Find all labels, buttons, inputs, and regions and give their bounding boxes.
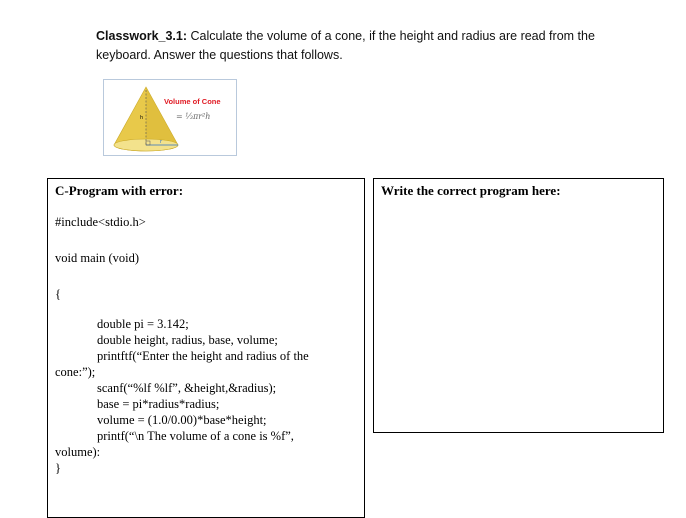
task-instructions	[96, 27, 596, 65]
cone-figure	[103, 79, 237, 156]
code-line-9: volume):	[55, 445, 101, 459]
error-program-panel	[47, 178, 365, 518]
code-line-2: double height, radius, base, volume;	[97, 333, 278, 347]
code-line-3: printftf(“Enter the height and radius of the	[97, 349, 309, 363]
answer-panel[interactable]	[373, 178, 664, 433]
cone-diagram-icon	[111, 84, 181, 154]
code-open-brace: {	[55, 287, 61, 301]
code-line-8: printf(“\n The volume of a cone is %f”,	[97, 429, 294, 443]
figure-title: Volume of Cone	[164, 97, 221, 106]
code-main: void main (void)	[55, 251, 140, 265]
code-include: #include<stdio.h>	[55, 215, 146, 229]
error-program-title: C-Program with error:	[55, 183, 184, 198]
figure-formula: = ⅓πr²h	[176, 112, 211, 121]
height-label: h	[140, 115, 144, 121]
task-text: Calculate the volume of a cone, if the height and radius are read from the keyboard. Answer the questions that follows.	[96, 29, 595, 62]
code-line-5: scanf(“%lf %lf”, &height,&radius);	[97, 381, 277, 395]
code-line-7: volume = (1.0/0.00)*base*height;	[97, 413, 267, 427]
code-line-1: double pi = 3.142;	[97, 317, 189, 331]
radius-label: r	[160, 139, 163, 145]
code-close-brace: }	[55, 461, 61, 475]
task-label: Classwork_3.1:	[96, 29, 188, 43]
answer-panel-title: Write the correct program here:	[381, 183, 561, 198]
code-line-4: cone:”);	[55, 365, 96, 379]
code-line-6: base = pi*radius*radius;	[97, 397, 220, 411]
